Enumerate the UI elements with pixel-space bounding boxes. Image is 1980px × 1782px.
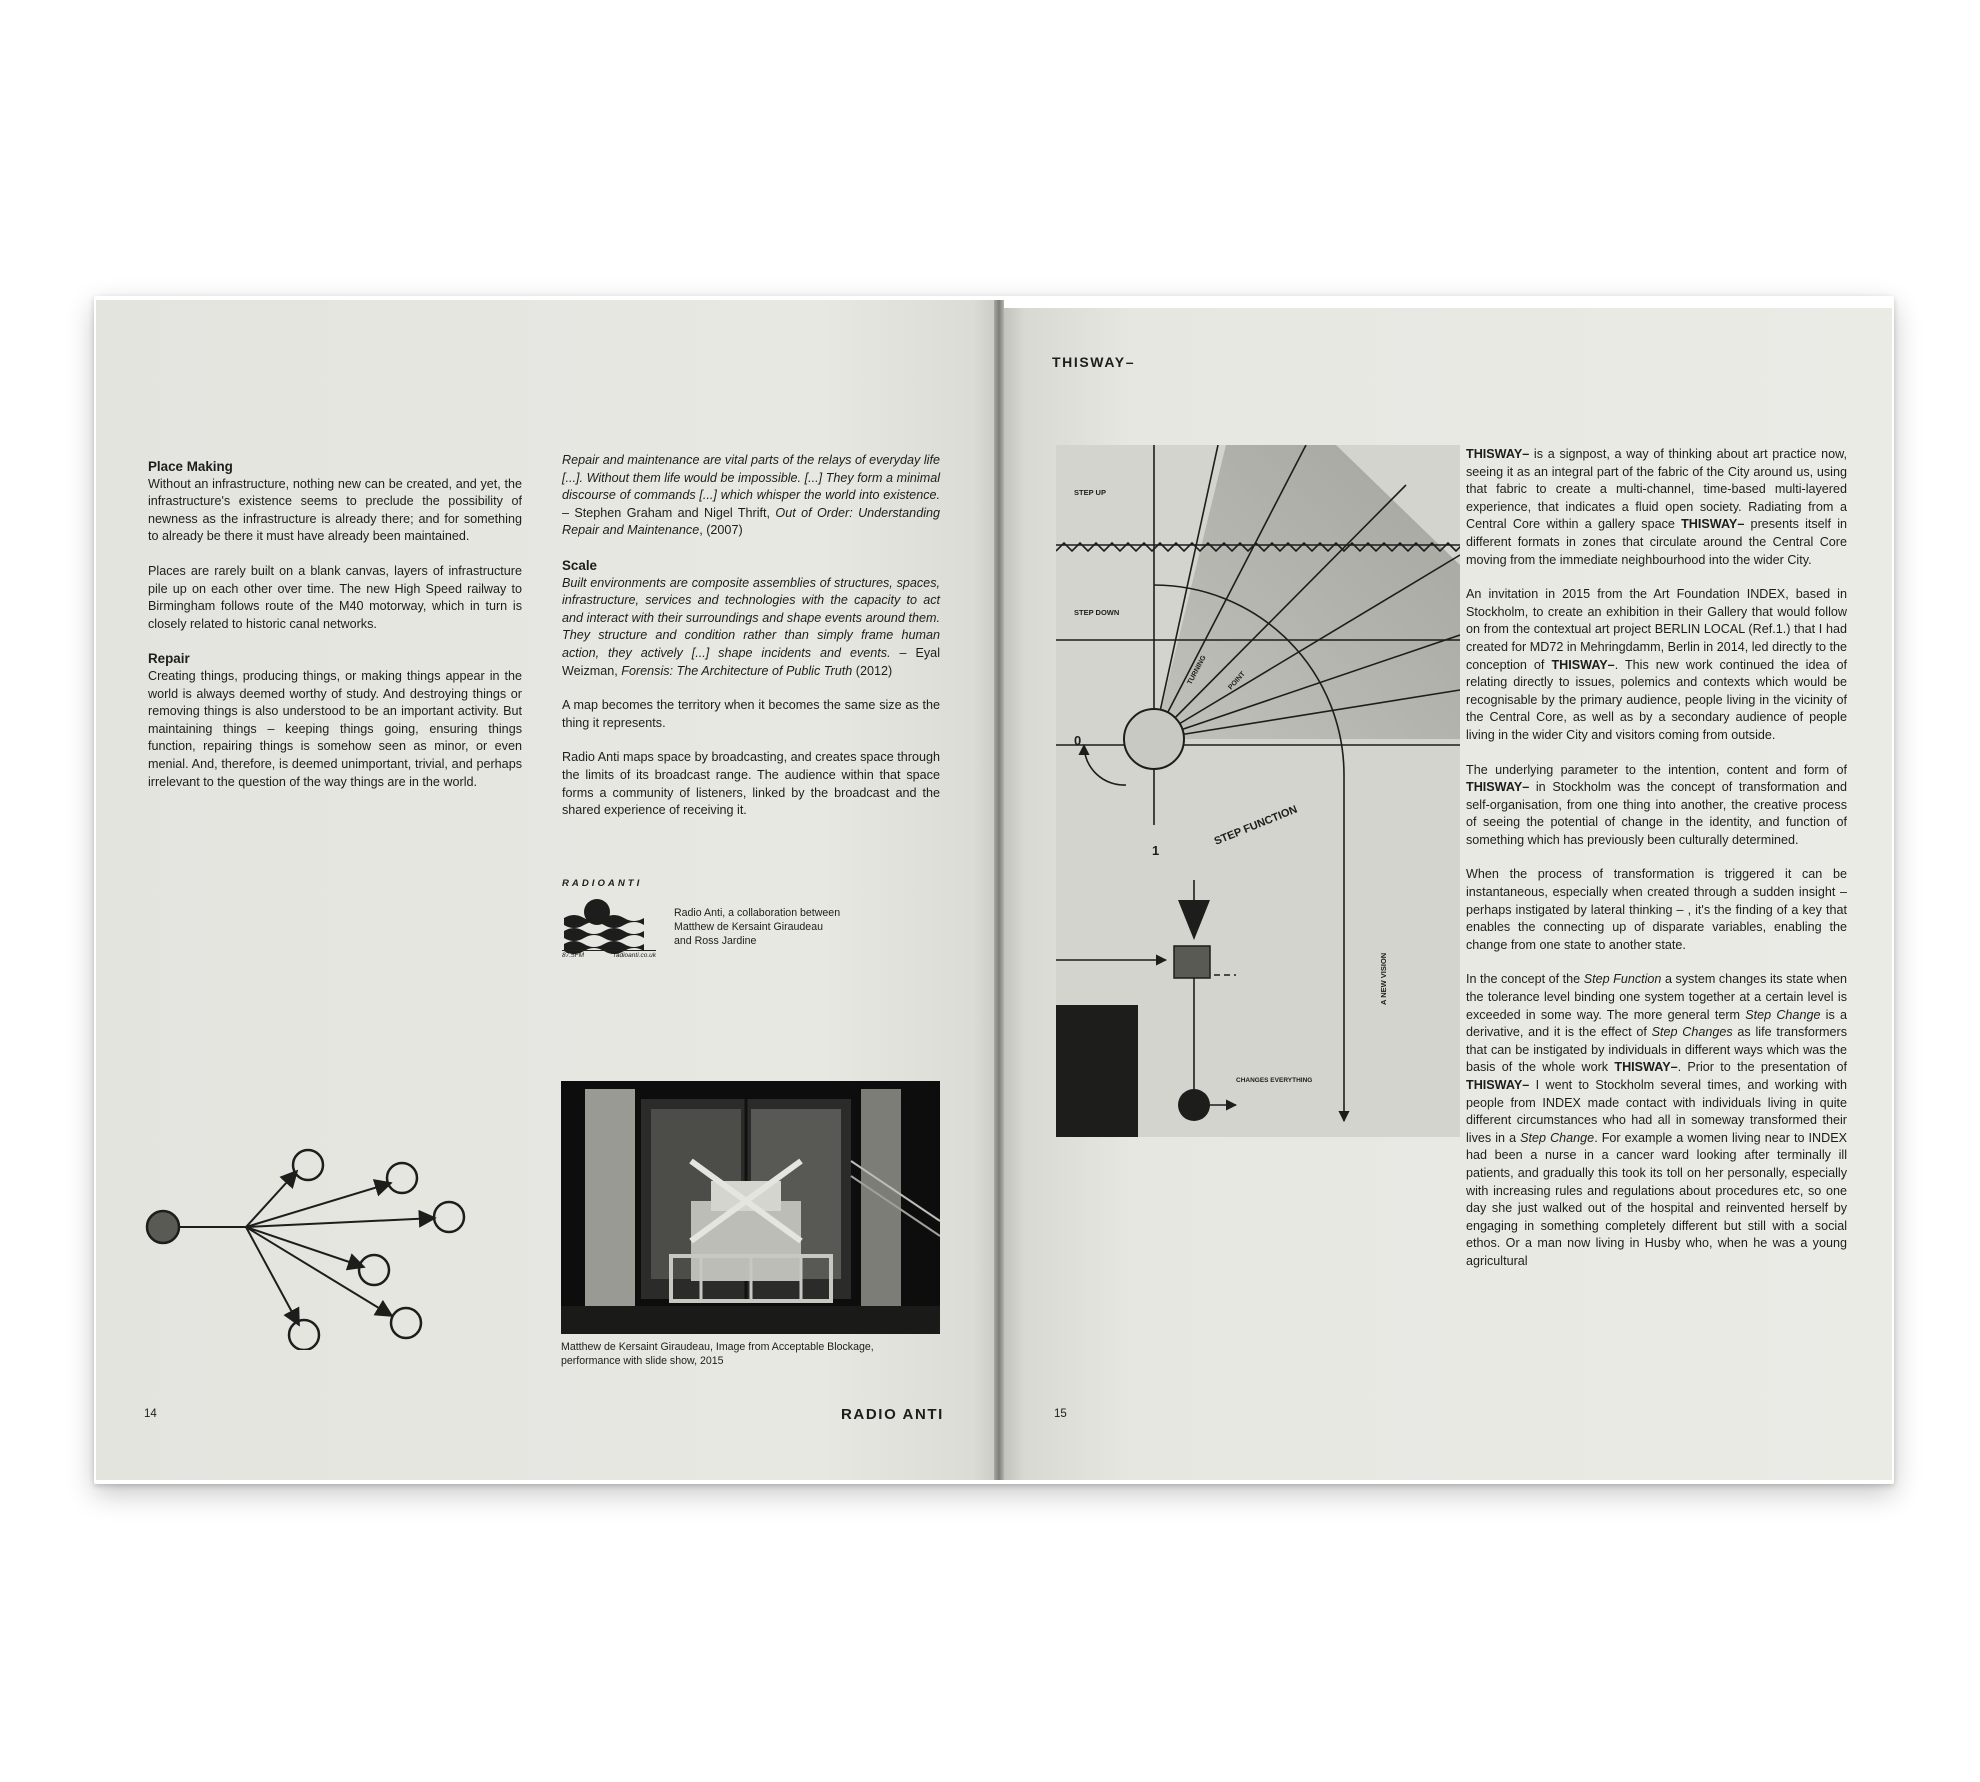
logo-title: RADIOANTI xyxy=(562,878,643,889)
quote-scale-attribution: – Eyal Weizman, xyxy=(562,645,940,678)
quote-scale xyxy=(562,575,940,681)
left-column-2 xyxy=(562,452,940,837)
step-function-drawing xyxy=(1056,445,1460,1137)
photo-caption-line-2: performance with slide show, 2015 xyxy=(561,1355,724,1367)
radio-anti-logo xyxy=(562,878,660,966)
quote-repair xyxy=(562,452,940,540)
broadcast-network-illustration xyxy=(136,1100,536,1350)
place-making-paragraph-2: Places are rarely built on a blank canvas, layers of infrastructure pile up on each other over time. The new High Speed railway to Birmingham follows route of the M40 motorway, which in turn is closely related to historic canal networks. xyxy=(148,563,522,631)
quote-repair-attribution: – Stephen Graham and Nigel Thrift, xyxy=(562,505,776,520)
thisway-p2-b: . This new work continued the idea of relating directly to issues, polemics and contexts which would be recognisable by the primary audience, people living in the vicinity of the Central Core, as well as by a secondary audience of people living in the wider City and visitors coming from outside. xyxy=(1466,657,1847,742)
label-one: 1 xyxy=(1152,843,1160,858)
running-title-radio-anti: RADIO ANTI xyxy=(841,1406,944,1423)
thisway-paragraph-5 xyxy=(1466,971,1847,1270)
right-column-text xyxy=(1466,446,1847,1288)
p5-b: a system changes its state when the tolerance level binding one system together at a certain level is exceeded in some way. The more general term xyxy=(1466,972,1848,1022)
thisway-p3-b: in Stockholm was the concept of transformation and self-organisation, from one thing into another, the creative process of seeing the potential of change in the identity, and function of something which has previously been culturally determined. xyxy=(1466,780,1847,847)
thisway-bold-2: THISWAY– xyxy=(1681,517,1745,532)
photo-caption xyxy=(561,1340,941,1368)
p5-step-changes: Step Changes xyxy=(1651,1025,1733,1040)
sun-waves-icon xyxy=(562,888,660,958)
p5-c: is a derivative, and it is the effect of xyxy=(1466,1007,1847,1040)
label-a-new-vision: A NEW VISION xyxy=(1379,952,1388,1005)
radio-anti-paragraph: Radio Anti maps space by broadcasting, and creates space through the limits of its broadcast range. The audience within that space forms a community of listeners, linked by the broadcast and the shared experience of receiving it. xyxy=(562,750,940,818)
p5-f: I went to Stockholm several times, and working with people from INDEX made contact with individuals living in quite different circumstances who had all in someway transformed their lives in a xyxy=(1466,1078,1847,1145)
p5-a: In the concept of the xyxy=(1466,972,1584,987)
page-number-15: 15 xyxy=(1054,1408,1067,1420)
label-step-up: STEP UP xyxy=(1074,488,1106,497)
quote-scale-source: Forensis: The Architecture of Public Truth xyxy=(621,663,853,678)
p5-step-change: Step Change xyxy=(1745,1007,1821,1022)
p5-step-change-2: Step Change xyxy=(1520,1130,1595,1145)
p5-d: as life transformers that can be instigated by individuals in different ways which was the basis of the whole work xyxy=(1466,1025,1848,1075)
quote-repair-year: , (2007) xyxy=(699,523,743,538)
photo-image xyxy=(561,1081,940,1334)
step-function-diagram xyxy=(1056,445,1460,1137)
p5-step-function: Step Function xyxy=(1583,972,1662,987)
label-step-down: STEP DOWN xyxy=(1074,608,1120,617)
thisway-p3-a: The underlying parameter to the intention, content and form of xyxy=(1466,762,1847,777)
place-making-paragraph-1: Without an infrastructure, nothing new can be created, and yet, the infrastructure's existence seems to preclude the possibility of newness as the infrastructure is already there; and for something to already be there it must have already been maintained. xyxy=(148,476,522,544)
quote-scale-year: (2012) xyxy=(852,663,893,678)
label-point: POINT xyxy=(1227,670,1247,692)
logo-caption xyxy=(674,906,840,948)
quote-repair-source: Out of Order: Understanding Repair and Maintenance xyxy=(562,505,940,538)
photo-caption-line-1: Matthew de Kersaint Giraudeau, Image from Acceptable Blockage, xyxy=(561,1341,874,1353)
logo-caption-line-1: Radio Anti, a collaboration between xyxy=(674,907,841,919)
thisway-p1-b: presents itself in different formats in zones that circulate around the Central Core moving from the immediate neighbourhood into the wider City. xyxy=(1466,517,1847,567)
quote-repair-text: Repair and maintenance are vital parts of the relays of everyday life [...]. Without them life would be impossible. [...] They form a minimal discourse of commands [...] which whisper the world into existence. xyxy=(562,453,940,503)
label-changes-everything: CHANGES EVERYTHING xyxy=(1236,1077,1313,1084)
left-column-1 xyxy=(148,458,522,808)
thisway-p2-a: An invitation in 2015 from the Art Foundation INDEX, based in Stockholm, to create an exhibition in their Gallery that would follow on from the contextual art project BERLIN LOCAL (Ref.1.) that I had created for MD72 in Mehringdamm, Berlin in 2014, led directly to the conception of xyxy=(1466,587,1847,672)
p5-e: . Prior to the presentation of xyxy=(1677,1060,1847,1075)
label-zero: 0 xyxy=(1074,733,1082,748)
thisway-paragraph-3 xyxy=(1466,762,1847,850)
quote-scale-text: Built environments are composite assemblies of structures, spaces, infrastructure, services and technologies with the capacity to act and interact with their surroundings and shape events around them. They structure and condition rather than simply frame human action, they actively [...] shape incidents and events. xyxy=(562,575,940,660)
repair-paragraph-1: Creating things, producing things, or making things appear in the world is always deemed worthy of study. And destroying things or removing things is also understood to be an important activity. But maintaining things – keeping things going, ensuring things function, repairing things is somehow seen as minor, or even menial. And, therefore, is deemed unimportant, trivial, and perhaps irrelevant to the question of the way things are in the world. xyxy=(148,668,522,789)
thisway-paragraph-1 xyxy=(1466,446,1847,569)
p5-thisway-bold: THISWAY– xyxy=(1614,1060,1678,1075)
logo-frequency: 87.5FM xyxy=(562,952,585,959)
logo-footer xyxy=(562,950,656,959)
heading-place-making: Place Making xyxy=(148,459,233,474)
thisway-p1-a: is a signpost, a way of thinking about art practice now, seeing it as an integral part of the fabric of the City around us, using that fabric to create a multi-channel, time-based multi-layered experience, that indicates a fluid open society. Radiating from a Central Core within a gallery space xyxy=(1466,447,1847,532)
thisway-bold-1: THISWAY– xyxy=(1466,447,1530,461)
label-step-function: STEP FUNCTION xyxy=(1212,803,1300,848)
thisway-p3-bold: THISWAY– xyxy=(1466,780,1530,795)
label-turning: TURNING xyxy=(1186,654,1208,686)
thisway-p2-bold: THISWAY– xyxy=(1551,657,1615,672)
acceptable-blockage-photo xyxy=(561,1081,940,1334)
heading-scale: Scale xyxy=(562,557,597,573)
map-paragraph: A map becomes the territory when it becomes the same size as the thing it represents. xyxy=(562,698,940,730)
thisway-paragraph-4: When the process of transformation is triggered it can be instantaneous, especially when created through a sudden insight – perhaps instigated by lateral thinking – , it's the finding of a key that enables the connecting up of disparate variables, enabling the change from one state to another state. xyxy=(1466,867,1847,952)
heading-repair: Repair xyxy=(148,651,190,667)
thisway-paragraph-2 xyxy=(1466,586,1847,744)
spine xyxy=(994,300,1004,1480)
page-number-14: 14 xyxy=(144,1408,157,1420)
logo-url: radioanti.co.uk xyxy=(613,952,656,959)
p5-g: . For example a women living near to INDEX had been a nurse in a cancer ward looking after terminally ill patients, and gradually this took its toll on her personally, especially with increasing rules and regulations about procedures etc, so one day she just walked out of the hospital and reinvented herself by engaging in something completely different but still with a social ethos. Or a man now living in Husby who, when he was a young agricultural xyxy=(1466,1130,1847,1268)
logo-caption-line-3: and Ross Jardine xyxy=(674,935,757,947)
p5-thisway-bold-2: THISWAY– xyxy=(1466,1078,1530,1092)
logo-caption-line-2: Matthew de Kersaint Giraudeau xyxy=(674,921,823,933)
left-page xyxy=(96,300,1000,1480)
header-thisway: THISWAY– xyxy=(1052,354,1136,370)
